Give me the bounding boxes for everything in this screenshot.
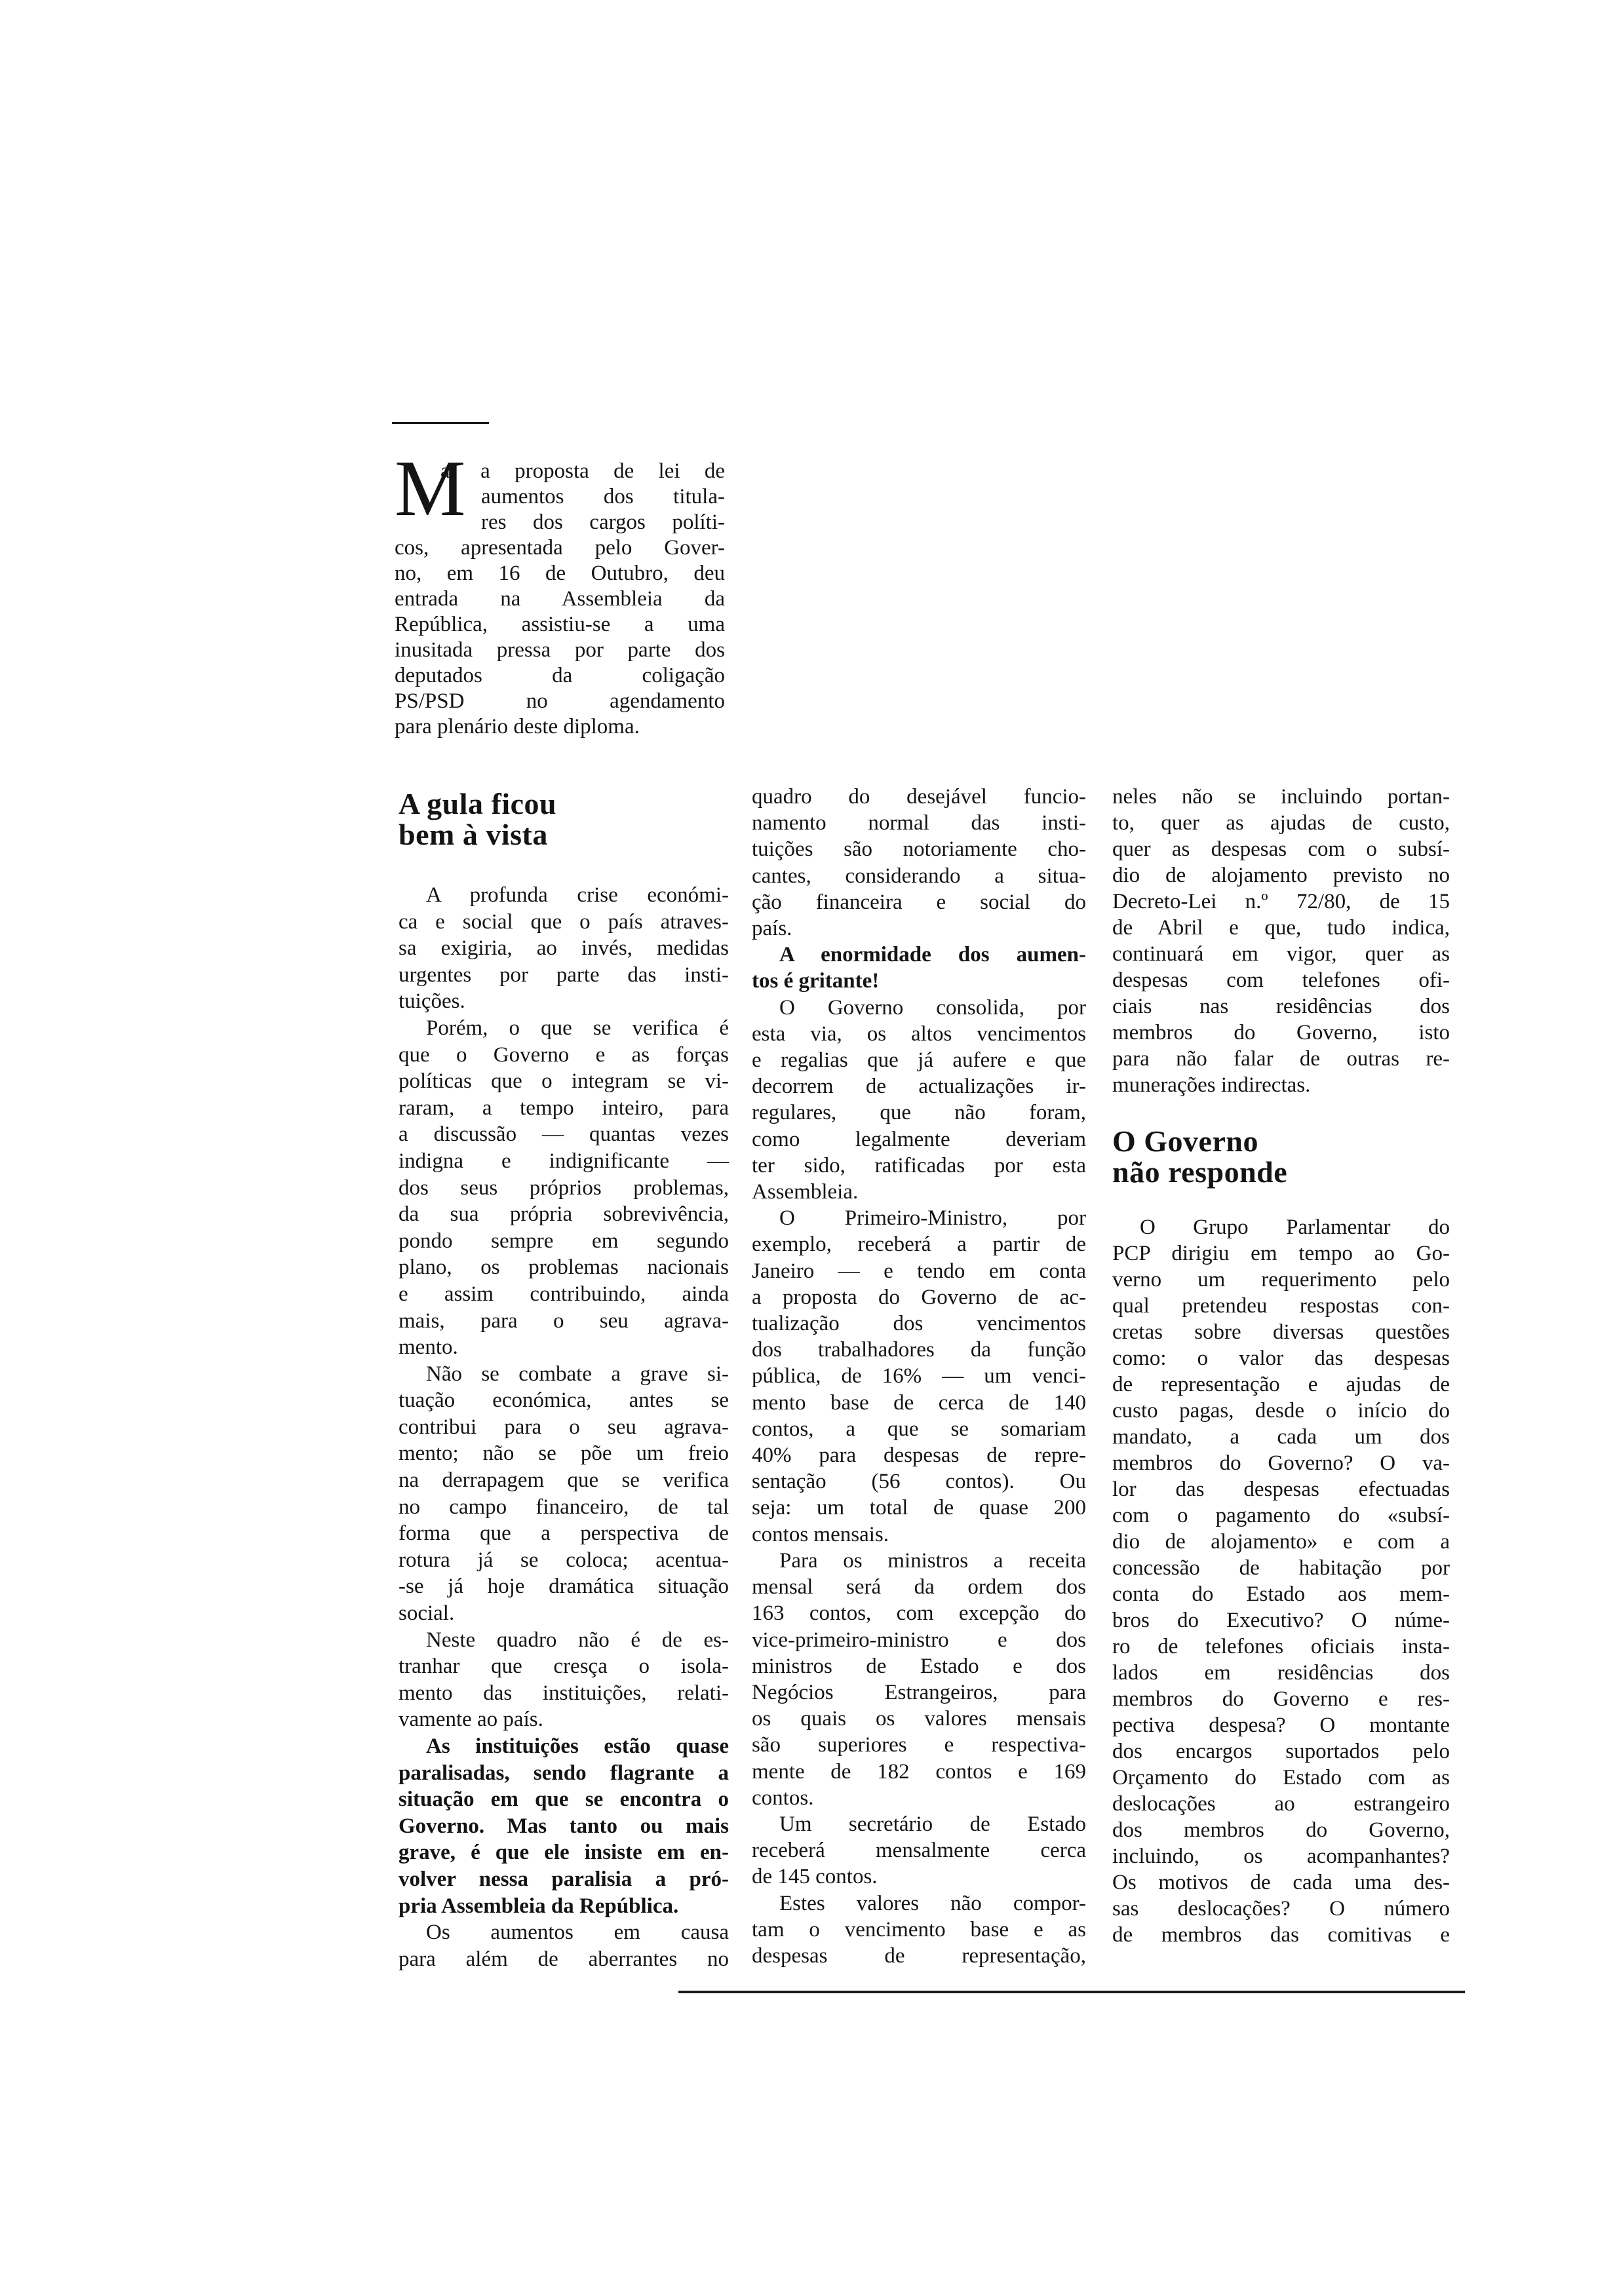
text-line: contos. — [752, 1786, 814, 1810]
text-line: contos, a que se somariam — [752, 1417, 1086, 1441]
text-line: tam o vencimento base e as — [752, 1917, 1086, 1942]
text-line: munerações indirectas. — [1112, 1073, 1311, 1097]
text-line: concessão de habitação por — [1112, 1556, 1450, 1580]
text-line: urgentes por parte das insti- — [399, 963, 729, 987]
top-divider-rule — [392, 422, 489, 424]
section-heading — [399, 788, 729, 850]
body-paragraph — [752, 1811, 1086, 1890]
text-line: despesas com telefones ofi- — [1112, 968, 1450, 992]
text-line: Decreto-Lei n.º 72/80, de 15 — [1112, 890, 1450, 913]
text-line: ção financeira e social do — [752, 890, 1086, 914]
text-line: Neste quadro não é de es- — [426, 1628, 729, 1652]
text-line: quadro do desejável funcio- — [752, 785, 1086, 809]
text-line: cretas sobre diversas questões — [1112, 1320, 1450, 1344]
text-line: de 145 contos. — [752, 1865, 878, 1889]
text-line: neles não se incluindo portan- — [1112, 785, 1450, 809]
body-paragraph — [752, 1205, 1086, 1548]
text-line: contribui para o seu agrava- — [399, 1415, 729, 1439]
text-line: mandato, a cada um dos — [1112, 1425, 1450, 1449]
text-line: como legalmente deveriam — [752, 1127, 1086, 1151]
text-line: membros do Governo? O va- — [1112, 1451, 1450, 1475]
intro-line: inusitada pressa por parte dos — [395, 638, 725, 662]
text-line: sas deslocações? O número — [1112, 1897, 1450, 1921]
text-line: mento das instituições, relati- — [399, 1681, 729, 1705]
text-line: mente de 182 contos e 169 — [752, 1759, 1086, 1784]
text-line: despesas de representação, — [752, 1943, 1086, 1968]
body-paragraph — [399, 1361, 729, 1627]
text-line: dos trabalhadores da função — [752, 1338, 1086, 1362]
body-paragraph — [1112, 784, 1450, 1098]
heading-line: não responde — [1112, 1155, 1288, 1189]
text-line: tuições são notoriamente cho- — [752, 837, 1086, 862]
text-line: Janeiro — e tendo em conta — [752, 1259, 1086, 1283]
text-line: pública, de 16% — um venci- — [752, 1364, 1086, 1388]
text-line: de Abril e que, tudo indica, — [1112, 916, 1450, 940]
text-line: como: o valor das despesas — [1112, 1347, 1450, 1370]
text-line: Orçamento do Estado com as — [1112, 1766, 1450, 1789]
text-line: receberá mensalmente cerca — [752, 1839, 1086, 1863]
text-line: rotura já se coloca; acentua- — [399, 1548, 729, 1572]
text-line: na derrapagem que se verifica — [399, 1468, 729, 1493]
article-column-1 — [399, 788, 729, 1972]
text-line: deslocações ao estrangeiro — [1112, 1792, 1450, 1816]
intro-line: aumentos dos titula- — [481, 485, 725, 508]
text-line: exemplo, receberá a partir de — [752, 1233, 1086, 1257]
emphasis-paragraph — [752, 942, 1086, 994]
text-line: que o Governo e as forças — [399, 1043, 729, 1067]
text-line: dos membros do Governo, — [1112, 1818, 1450, 1842]
text-line: social. — [399, 1601, 455, 1626]
text-line: contos mensais. — [752, 1522, 889, 1546]
text-line: namento normal das insti- — [752, 811, 1086, 835]
text-line: mensal será da ordem dos — [752, 1575, 1086, 1599]
text-line: O Grupo Parlamentar do — [1140, 1215, 1450, 1239]
text-line: paralisadas, sendo flagrante a — [399, 1761, 729, 1785]
text-line: ca e social que o país atraves- — [399, 909, 729, 934]
text-line: Não se combate a grave si- — [426, 1362, 729, 1386]
text-line: país. — [752, 917, 792, 941]
text-line: políticas que o integram se vi- — [399, 1069, 729, 1094]
text-line: tranhar que cresça o isola- — [399, 1655, 729, 1679]
text-line: qual pretendeu respostas con- — [1112, 1294, 1450, 1318]
text-line: a discussão — quantas vezes — [399, 1122, 729, 1147]
text-line: Os aumentos em causa — [426, 1921, 729, 1945]
text-line: forma que a perspectiva de — [399, 1521, 729, 1546]
text-line: dio de alojamento» e com a — [1112, 1530, 1450, 1554]
text-line: continuará em vigor, quer as — [1112, 942, 1450, 966]
text-line: os quais os valores mensais — [752, 1707, 1086, 1731]
text-line: Porém, o que se verifica é — [426, 1016, 729, 1040]
body-paragraph — [399, 1919, 729, 1972]
text-line: vice-primeiro-ministro e dos — [752, 1628, 1086, 1652]
body-paragraph — [399, 1015, 729, 1361]
text-line: tos é gritante! — [752, 969, 880, 993]
text-line: da sua própria sobrevivência, — [399, 1202, 729, 1227]
text-line: de representação e ajudas de — [1112, 1373, 1450, 1396]
text-line: tualização dos vencimentos — [752, 1312, 1086, 1336]
article-column-3 — [1112, 784, 1450, 1948]
intro-line: al a proposta de lei de — [440, 459, 725, 483]
text-line: PCP dirigiu em tempo ao Go- — [1112, 1242, 1450, 1265]
intro-line: deputados da coligação — [395, 664, 725, 687]
bottom-divider-rule — [678, 1991, 1465, 1993]
text-line: Os motivos de cada uma des- — [1112, 1871, 1450, 1894]
heading-line: A gula ficou — [399, 787, 557, 820]
heading-line: bem à vista — [399, 818, 548, 851]
text-line: para além de aberrantes no — [399, 1947, 729, 1971]
text-line: membros do Governo e res- — [1112, 1687, 1450, 1711]
text-line: situação em que se encontra o — [399, 1788, 729, 1812]
text-line: regulares, que não foram, — [752, 1101, 1086, 1125]
text-line: plano, os problemas nacionais — [399, 1255, 729, 1280]
emphasis-paragraph — [399, 1733, 729, 1919]
body-paragraph — [752, 995, 1086, 1206]
text-line: Estes valores não compor- — [779, 1891, 1086, 1915]
drop-cap: M — [395, 444, 466, 533]
text-line: quer as despesas com o subsí- — [1112, 837, 1450, 861]
text-line: A enormidade dos aumen- — [779, 943, 1086, 967]
text-line: e regalias que já aufere e que — [752, 1048, 1086, 1073]
text-line: to, quer as ajudas de custo, — [1112, 811, 1450, 835]
text-line: esta via, os altos vencimentos — [752, 1022, 1086, 1046]
text-line: Governo. Mas tanto ou mais — [399, 1814, 729, 1838]
text-line: mento base de cerca de 140 — [752, 1390, 1086, 1415]
text-line: sentação (56 contos). Ou — [752, 1470, 1086, 1494]
text-line: de membros das comitivas e — [1112, 1923, 1450, 1947]
text-line: ter sido, ratificadas por esta — [752, 1153, 1086, 1177]
body-paragraph — [752, 1890, 1086, 1970]
text-line: -se já hoje dramática situação — [399, 1575, 729, 1599]
text-line: O Primeiro-Ministro, por — [779, 1206, 1086, 1231]
text-line: raram, a tempo inteiro, para — [399, 1096, 729, 1120]
intro-line: República, assistiu-se a uma — [395, 613, 725, 636]
text-line: decorrem de actualizações ir- — [752, 1075, 1086, 1099]
text-line: Assembleia. — [752, 1180, 859, 1204]
text-line: com o pagamento do «subsí- — [1112, 1504, 1450, 1527]
text-line: grave, é que ele insiste em en- — [399, 1841, 729, 1865]
intro-line: entrada na Assembleia da — [395, 587, 725, 611]
text-line: Para os ministros a receita — [779, 1548, 1086, 1573]
text-line: pectiva despesa? O montante — [1112, 1713, 1450, 1737]
text-line: mento; não se põe um freio — [399, 1442, 729, 1466]
text-line: As instituições estão quase — [426, 1734, 729, 1758]
text-line: custo pagas, desde o início do — [1112, 1399, 1450, 1423]
text-line: ministros de Estado e dos — [752, 1654, 1086, 1678]
intro-line: para plenário deste diploma. — [395, 715, 640, 738]
text-line: no campo financeiro, de tal — [399, 1495, 729, 1519]
text-line: tuação económica, antes se — [399, 1388, 729, 1413]
body-paragraph — [1112, 1214, 1450, 1948]
article-column-2 — [752, 784, 1086, 1969]
text-line: cantes, considerando a situa- — [752, 864, 1086, 888]
text-line: vamente ao país. — [399, 1708, 543, 1732]
text-line: pondo sempre em segundo — [399, 1229, 729, 1253]
intro-line: no, em 16 de Outubro, deu — [395, 562, 725, 585]
text-line: mais, para o seu agrava- — [399, 1309, 729, 1333]
text-line: indigna e indignificante — — [399, 1149, 729, 1173]
text-line: A profunda crise económi- — [426, 883, 729, 907]
text-line: mento. — [399, 1335, 458, 1360]
text-line: sa exigiria, ao invés, medidas — [399, 936, 729, 961]
text-line: lados em residências dos — [1112, 1661, 1450, 1685]
text-line: verno um requerimento pelo — [1112, 1268, 1450, 1292]
text-line: pria Assembleia da República. — [399, 1894, 679, 1918]
intro-line: res dos cargos políti- — [481, 510, 725, 534]
text-line: para não falar de outras re- — [1112, 1047, 1450, 1071]
text-line: a proposta do Governo de ac- — [752, 1285, 1086, 1309]
text-line: 40% para despesas de repre- — [752, 1444, 1086, 1468]
section-heading — [1112, 1126, 1450, 1187]
text-line: conta do Estado aos mem- — [1112, 1582, 1450, 1606]
text-line: ciais nas residências dos — [1112, 995, 1450, 1018]
text-line: bros do Executivo? O núme- — [1112, 1609, 1450, 1632]
text-line: 163 contos, com excepção do — [752, 1601, 1086, 1626]
text-line: volver nessa paralisia a pró- — [399, 1867, 729, 1891]
body-paragraph — [399, 882, 729, 1015]
intro-lead-paragraph — [395, 444, 725, 740]
heading-line: O Governo — [1112, 1124, 1258, 1158]
text-line: lor das despesas efectuadas — [1112, 1478, 1450, 1501]
text-line: seja: um total de quase 200 — [752, 1496, 1086, 1520]
body-paragraph — [399, 1627, 729, 1733]
text-line: tuições. — [399, 989, 465, 1014]
intro-line: PS/PSD no agendamento — [395, 689, 725, 713]
text-line: O Governo consolida, por — [779, 995, 1086, 1020]
text-line: dos encargos suportados pelo — [1112, 1740, 1450, 1763]
text-line: dos seus próprios problemas, — [399, 1176, 729, 1200]
text-line: membros do Governo, isto — [1112, 1021, 1450, 1044]
body-paragraph — [752, 784, 1086, 942]
intro-line: cos, apresentada pelo Gover- — [395, 536, 725, 560]
text-line: são superiores e respectiva- — [752, 1733, 1086, 1757]
text-line: Negócios Estrangeiros, para — [752, 1680, 1086, 1704]
text-line: Um secretário de Estado — [779, 1812, 1086, 1836]
body-paragraph — [752, 1548, 1086, 1811]
text-line: dio de alojamento previsto no — [1112, 864, 1450, 887]
text-line: ro de telefones oficiais insta- — [1112, 1635, 1450, 1658]
text-line: incluindo, os acompanhantes? — [1112, 1845, 1450, 1868]
text-line: e assim contribuindo, ainda — [399, 1282, 729, 1306]
